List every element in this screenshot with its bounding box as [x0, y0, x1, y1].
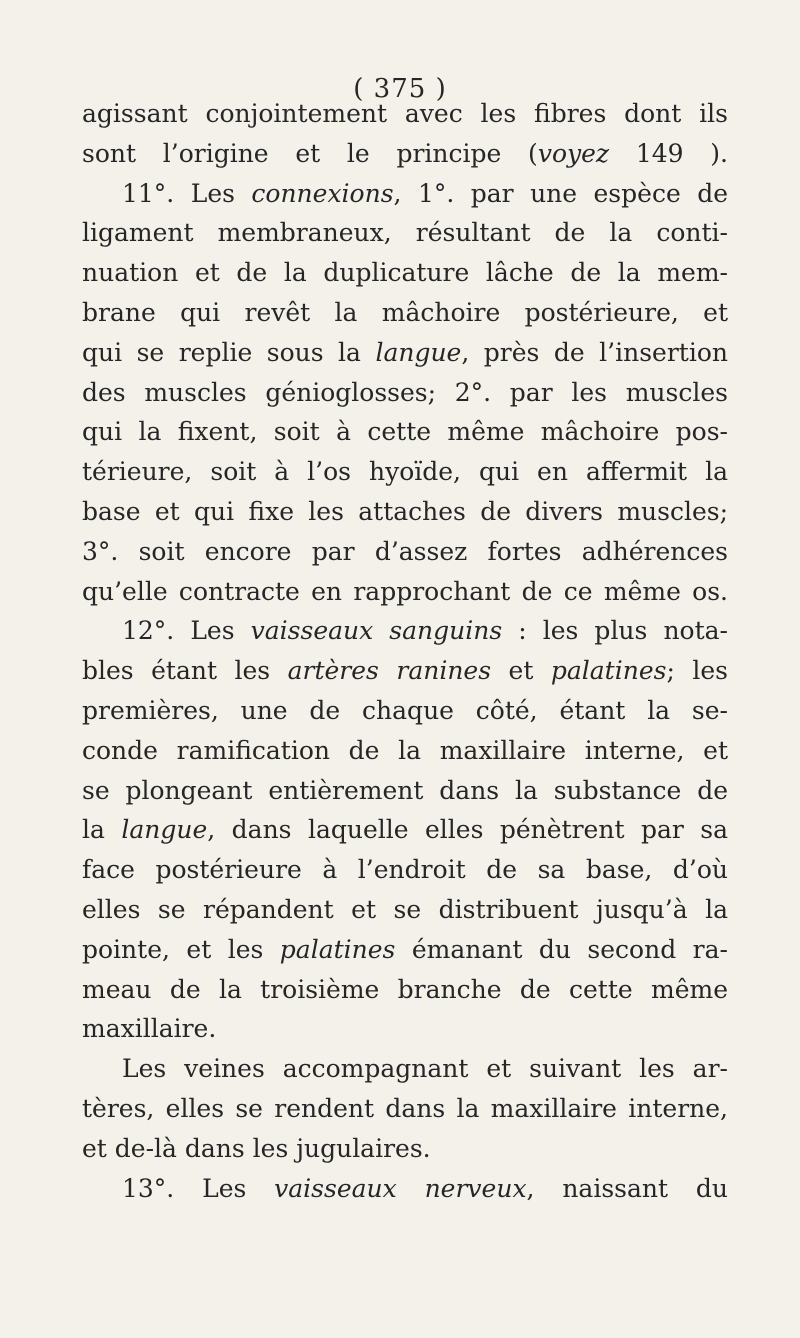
text-line: tères, elles se rendent dans la maxillaire interne,: [82, 1093, 728, 1123]
text-line: meau de la troisième branche de cette même: [82, 974, 728, 1004]
text-line: 13°. Les vaisseaux nerveux, naissant du: [122, 1173, 728, 1203]
text-line: 12°. Les vaisseaux sanguins : les plus nota-: [122, 616, 728, 646]
text-line: qui la fixent, soit à cette même mâchoire pos-: [82, 417, 728, 447]
text-line: 3°. soit encore par d’assez fortes adhérences: [82, 536, 728, 566]
text-line: nuation et de la duplicature lâche de la mem-: [82, 258, 728, 288]
text-line: des muscles génioglosses; 2°. par les muscles: [82, 377, 728, 407]
body-text: [82, 94, 728, 1208]
text-line: elles se répandent et se distribuent jusqu’à la: [82, 894, 728, 924]
text-line: ligament membraneux, résultant de la conti-: [82, 218, 728, 248]
text-line: maxillaire.: [82, 1014, 217, 1044]
text-line: térieure, soit à l’os hyoïde, qui en affermit la: [82, 457, 728, 487]
text-line: premières, une de chaque côté, étant la se-: [82, 695, 728, 725]
text-line: la langue, dans laquelle elles pénètrent par sa: [82, 815, 728, 845]
text-line: qu’elle contracte en rapprochant de ce même os.: [82, 576, 728, 606]
text-line: qui se replie sous la langue, près de l’insertion: [82, 337, 728, 367]
text-line: conde ramification de la maxillaire interne, et: [82, 735, 728, 765]
text-line: 11°. Les connexions, 1°. par une espèce de: [122, 178, 728, 208]
text-line: et de-là dans les jugulaires.: [82, 1133, 431, 1163]
text-line: base et qui fixe les attaches de divers muscles;: [82, 496, 728, 526]
text-line: Les veines accompagnant et suivant les ar-: [122, 1054, 728, 1084]
text-line: face postérieure à l’endroit de sa base, d’où: [82, 855, 728, 885]
text-line: agissant conjointement avec les fibres dont ils: [82, 99, 728, 128]
text-line: pointe, et les palatines émanant du second ra-: [82, 934, 728, 964]
text-line: brane qui revêt la mâchoire postérieure, et: [82, 297, 728, 327]
text-line: bles étant les artères ranines et palatines; les: [82, 656, 728, 686]
text-line: se plongeant entièrement dans la substance de: [82, 775, 728, 805]
page-number-header: ( 375 ): [353, 74, 447, 104]
text-line: sont l’origine et le principe (voyez 149 ).: [82, 138, 728, 168]
